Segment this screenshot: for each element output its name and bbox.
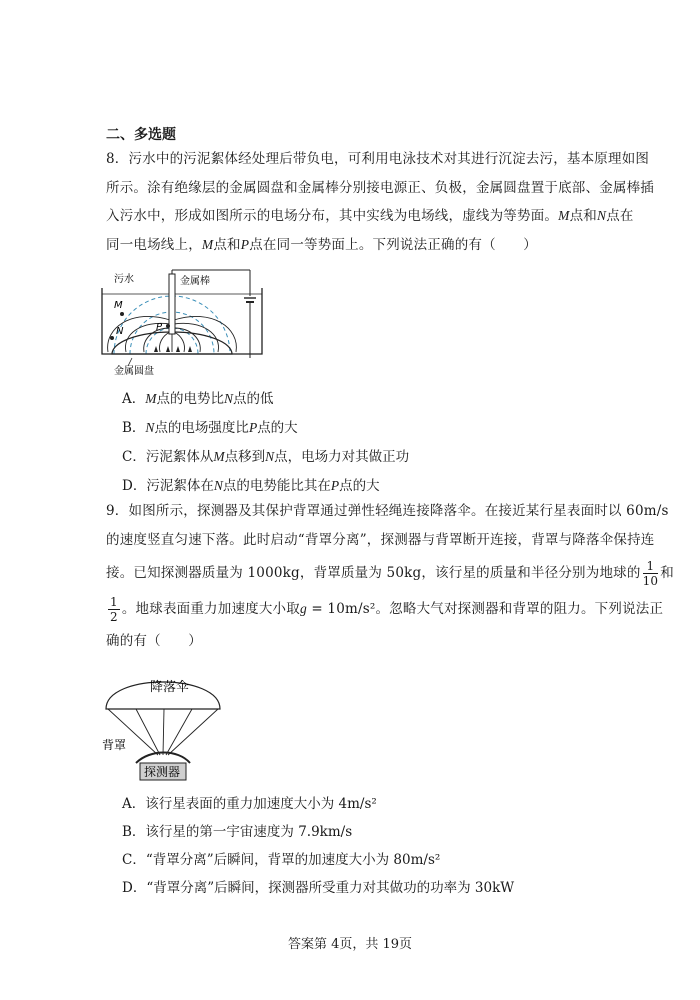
label-P: P [156,322,163,333]
q8-option-c[interactable]: C．污泥絮体从M点移到N点，电场力对其做正功 [122,449,410,465]
page-footer: 答案第 4页，共 19页 [287,937,413,952]
question-9-stem [106,497,674,656]
q8-line-4: 同一电场线上，M点和P点在同一等势面上。下列说法正确的有（ ） [106,236,537,253]
question-8-stem [106,145,654,259]
q9-option-c[interactable]: C．“背罩分离”后瞬间，背罩的加速度大小为 80m/s² [122,852,441,868]
fraction-one-tenth: $\frac{1}{10}$ [642,559,659,588]
label-M: M [114,300,123,311]
label-parachute: 降落伞 [150,680,190,695]
q8-option-d[interactable]: D．污泥絮体在N点的电势能比其在P点的大 [122,478,380,494]
fraction-one-half: $\frac{1}{2}$ [110,595,118,624]
q9-line-2: 的速度竖直匀速下落。此时启动“背罩分离”，探测器与背罩断开连接，背罩与降落伞保持连 [106,532,655,548]
section-title: 二、多选题 [106,127,176,143]
label-water: 污水 [114,274,134,285]
label-shell: 背罩 [102,738,127,752]
q8-option-b[interactable]: B．N点的电场强度比P点的大 [122,420,298,436]
q9-line-3: 接。已知探测器质量为 1000kg，背罩质量为 50kg，该行星的质量和半径分别为地球的 $\frac{1}{10}$ 和 [106,559,674,588]
q9-line-1: 9．如图所示，探测器及其保护背罩通过弹性轻绳连接降落伞。在接近某行星表面时以 60m/s [106,503,669,519]
label-rod: 金属棒 [180,276,210,287]
label-probe: 探测器 [144,765,181,779]
q8-line-1: 8．污水中的污泥絮体经处理后带负电，可利用电泳技术对其进行沉淀去污，基本原理如图 [106,151,650,167]
q9-option-d[interactable]: D．“背罩分离”后瞬间，探测器所受重力对其做功的功率为 30kW [122,880,515,896]
q9-line-4: $\frac{1}{2}$ 。地球表面重力加速度大小取g = 10m/s²。忽略大气对探测器和背罩的阻力。下列说法正 [110,595,664,624]
q8-line-2: 所示。涂有绝缘层的金属圆盘和金属棒分别接电源正、负极，金属圆盘置于底部、金属棒插 [106,179,654,196]
q8-electric-field-figure [92,268,272,376]
q9-parachute-figure [100,663,230,783]
q9-option-b[interactable]: B．该行星的第一宇宙速度为 7.9km/s [122,824,353,840]
label-N: N [116,326,124,337]
q9-option-a[interactable]: A．该行星表面的重力加速度大小为 4m/s² [122,796,377,812]
q8-option-a[interactable]: A．M点的电势比N点的低 [122,391,274,407]
label-disc: 金属圆盘 [114,366,154,376]
q8-line-3: 入污水中，形成如图所示的电场分布，其中实线为电场线，虚线为等势面。M点和N点在 [106,208,634,224]
q9-line-5: 确的有（ ） [106,633,202,649]
